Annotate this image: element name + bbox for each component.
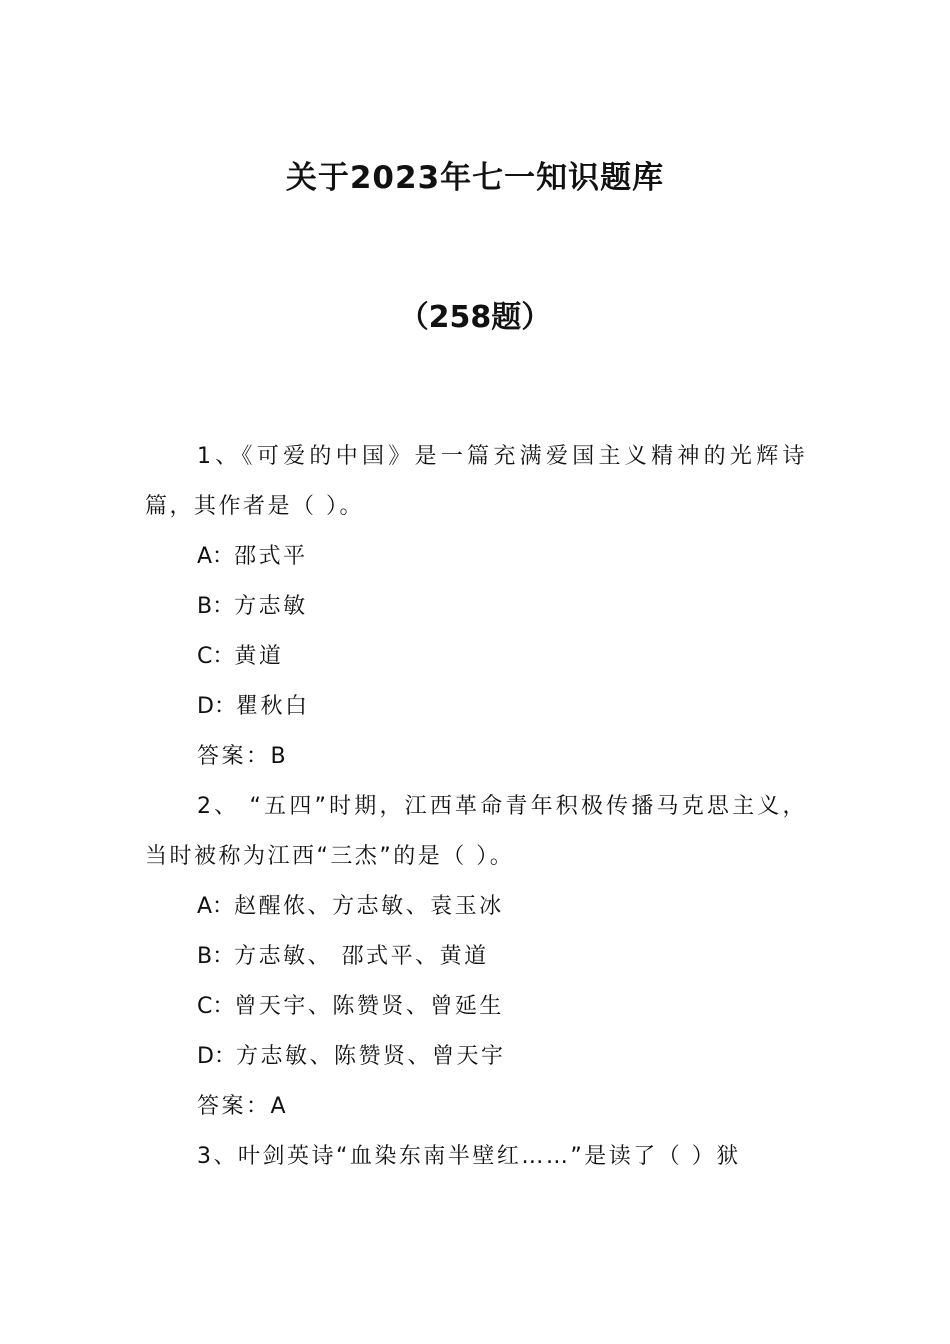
option-text: 邵式平 bbox=[234, 544, 308, 569]
question-2-option-c bbox=[145, 982, 807, 1032]
question-3-text: 3、叶剑英诗“血染东南半壁红……”是读了（ ）狱 bbox=[197, 1144, 741, 1169]
option-text: 方志敏 bbox=[234, 594, 308, 619]
question-1-option-a bbox=[145, 532, 807, 582]
option-text: 方志敏、 邵式平、黄道 bbox=[234, 944, 489, 969]
option-key: D： bbox=[197, 694, 236, 719]
question-1-option-d bbox=[145, 682, 807, 732]
option-key: D： bbox=[197, 1044, 236, 1069]
question-2-option-a bbox=[145, 882, 807, 932]
option-text: 瞿秋白 bbox=[235, 694, 310, 719]
question-1-option-b bbox=[145, 582, 807, 632]
option-text: 黄道 bbox=[234, 644, 284, 669]
option-key: C： bbox=[197, 644, 235, 669]
question-1-answer: 答案：B bbox=[197, 744, 289, 769]
question-2-answer: 答案：A bbox=[197, 1094, 289, 1119]
question-list bbox=[145, 432, 807, 1182]
option-key: A： bbox=[197, 894, 235, 919]
option-key: A： bbox=[197, 544, 235, 569]
option-text: 赵醒侬、方志敏、袁玉冰 bbox=[234, 894, 504, 919]
question-2-text: 2、 “五四”时期，江西革命青年积极传播马克思主义，当时被称为江西“三杰”的是（ ）。 bbox=[145, 794, 807, 869]
option-key: C： bbox=[197, 994, 235, 1019]
question-1-option-c bbox=[145, 632, 807, 682]
document-subtitle: （258题） bbox=[398, 300, 552, 335]
question-2-option-d bbox=[145, 1032, 807, 1082]
question-1-text: 1、《可爱的中国》是一篇充满爱国主义精神的光辉诗篇，其作者是（ ）。 bbox=[145, 444, 807, 519]
question-2-option-b bbox=[145, 932, 807, 982]
option-text: 方志敏、陈赞贤、曾天宇 bbox=[235, 1044, 506, 1069]
option-key: B： bbox=[197, 944, 235, 969]
option-text: 曾天宇、陈赞贤、曾延生 bbox=[234, 994, 504, 1019]
option-key: B： bbox=[197, 594, 235, 619]
document-title: 关于2023年七一知识题库 bbox=[285, 160, 665, 196]
